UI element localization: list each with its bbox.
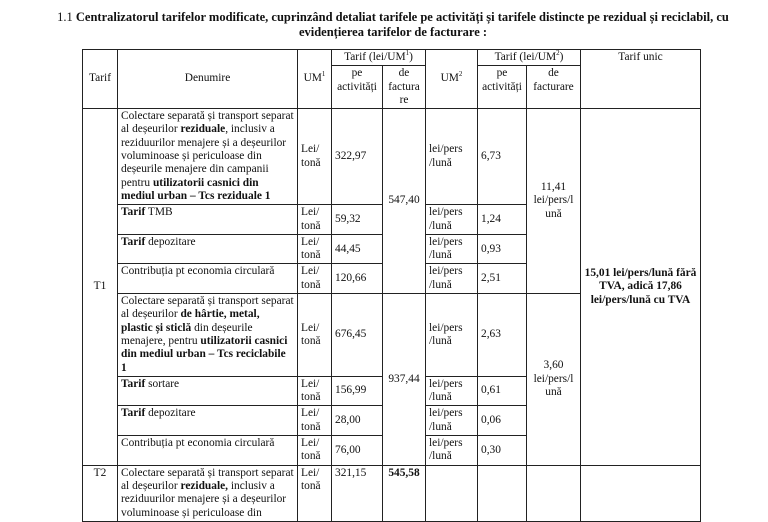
activ2-cell: 0,61	[478, 376, 527, 406]
um2-cell: lei/pers /lună	[426, 406, 478, 436]
header-de-facturare-2: de facturare	[527, 66, 581, 109]
um2-cell: lei/pers /lună	[426, 234, 478, 264]
header-group2: Tarif $(lei/UM^2)$	[478, 50, 581, 66]
header-pe-activitati-2: pe activități	[478, 66, 527, 109]
denumire-cell: Contribuția pt economia circulară	[118, 264, 298, 294]
um1-cell: Lei/ tonă	[298, 205, 332, 235]
denumire-cell: Tarif depozitare	[118, 406, 298, 436]
activ1-cell: 676,45	[332, 294, 383, 377]
um1-cell: Lei/ tonă	[298, 465, 332, 521]
facturare1-cell: 937,44	[383, 294, 426, 466]
tarif-unic-cell: 15,01 lei/pers/lună fără TVA, adică 17,86 lei/pers/lună cu TVA	[581, 109, 701, 465]
activ1-cell: 321,15	[332, 465, 383, 521]
activ1-cell: 44,45	[332, 234, 383, 264]
um2-cell	[426, 465, 478, 521]
activ2-cell	[478, 465, 527, 521]
section-number: 1.1	[57, 10, 73, 24]
tarif-code-t1: T1	[83, 109, 118, 465]
um1-cell: Lei/ tonă	[298, 376, 332, 406]
header-tarif: Tarif	[83, 50, 118, 109]
um1-cell: Lei/ tonă	[298, 264, 332, 294]
denumire-cell: Colectare separată și transport separat al deșeurilor reziduale, inclusiv a reziduurilor menajere și a deșeurilor voluminoase și periculoase din	[118, 465, 298, 521]
activ1-cell: 120,66	[332, 264, 383, 294]
facturare1-cell: 547,40	[383, 109, 426, 294]
header-pe-activitati-1: pe activități	[332, 66, 383, 109]
table-row	[83, 109, 701, 205]
activ2-cell: 0,30	[478, 436, 527, 466]
um2-cell: lei/pers /lună	[426, 109, 478, 205]
header-um1: $UM^1$	[298, 50, 332, 109]
activ1-cell: 156,99	[332, 376, 383, 406]
um1-cell: Lei/ tonă	[298, 109, 332, 205]
header-um2: $UM^2$	[426, 50, 478, 109]
tarif-unic-cell	[581, 465, 701, 521]
activ2-cell: 0,06	[478, 406, 527, 436]
activ2-cell: 6,73	[478, 109, 527, 205]
header-row-1	[83, 50, 701, 66]
denumire-cell: Tarif sortare	[118, 376, 298, 406]
activ2-cell: 1,24	[478, 205, 527, 235]
activ1-cell: 76,00	[332, 436, 383, 466]
activ2-cell: 2,63	[478, 294, 527, 377]
section-heading	[28, 10, 758, 40]
header-group1: Tarif $(lei/UM^1)$	[332, 50, 426, 66]
denumire-cell: Contribuția pt economia circulară	[118, 436, 298, 466]
header-de-facturare-1: de factura re	[383, 66, 426, 109]
um1-cell: Lei/ tonă	[298, 234, 332, 264]
tarif-code-t2: T2	[83, 465, 118, 521]
um2-cell: lei/pers /lună	[426, 376, 478, 406]
facturare1-cell: 545,58	[383, 465, 426, 521]
um2-cell: lei/pers /lună	[426, 264, 478, 294]
um1-cell: Lei/ tonă	[298, 294, 332, 377]
um2-cell: lei/pers /lună	[426, 436, 478, 466]
activ1-cell: 28,00	[332, 406, 383, 436]
um1-cell: Lei/ tonă	[298, 406, 332, 436]
tariff-table	[82, 49, 701, 522]
facturare2-cell: 11,41 lei/pers/l ună	[527, 109, 581, 294]
table-row	[83, 465, 701, 521]
activ1-cell: 322,97	[332, 109, 383, 205]
um1-cell: Lei/ tonă	[298, 436, 332, 466]
header-denumire: Denumire	[118, 50, 298, 109]
header-tarif-unic: Tarif unic	[581, 50, 701, 109]
denumire-cell: Tarif TMB	[118, 205, 298, 235]
denumire-cell: Colectare separată și transport separat al deșeurilor reziduale, inclusiv a reziduurilor menajere și a deșeurilor voluminoase și periculoase din deșeurile menajere din campanii pentru utilizatorii casnici din mediul urban – Tcs reziduale 1	[118, 109, 298, 205]
facturare2-cell	[527, 465, 581, 521]
activ2-cell: 0,93	[478, 234, 527, 264]
um2-cell: lei/pers /lună	[426, 205, 478, 235]
facturare2-cell: 3,60 lei/pers/l ună	[527, 294, 581, 466]
um2-cell: lei/pers /lună	[426, 294, 478, 377]
activ1-cell: 59,32	[332, 205, 383, 235]
activ2-cell: 2,51	[478, 264, 527, 294]
section-title: Centralizatorul tarifelor modificate, cuprinzând detaliat tarifele pe activități și tarifele distincte pe rezidual și reciclabil, cu evidențierea tarifelor de facturare :	[75, 10, 729, 39]
denumire-cell: Colectare separată și transport separat al deșeurilor de hârtie, metal, plastic și sticlă din deșeurile menajere, pentru utilizatorii casnici din mediul urban – Tcs reciclabile 1	[118, 294, 298, 377]
denumire-cell: Tarif depozitare	[118, 234, 298, 264]
